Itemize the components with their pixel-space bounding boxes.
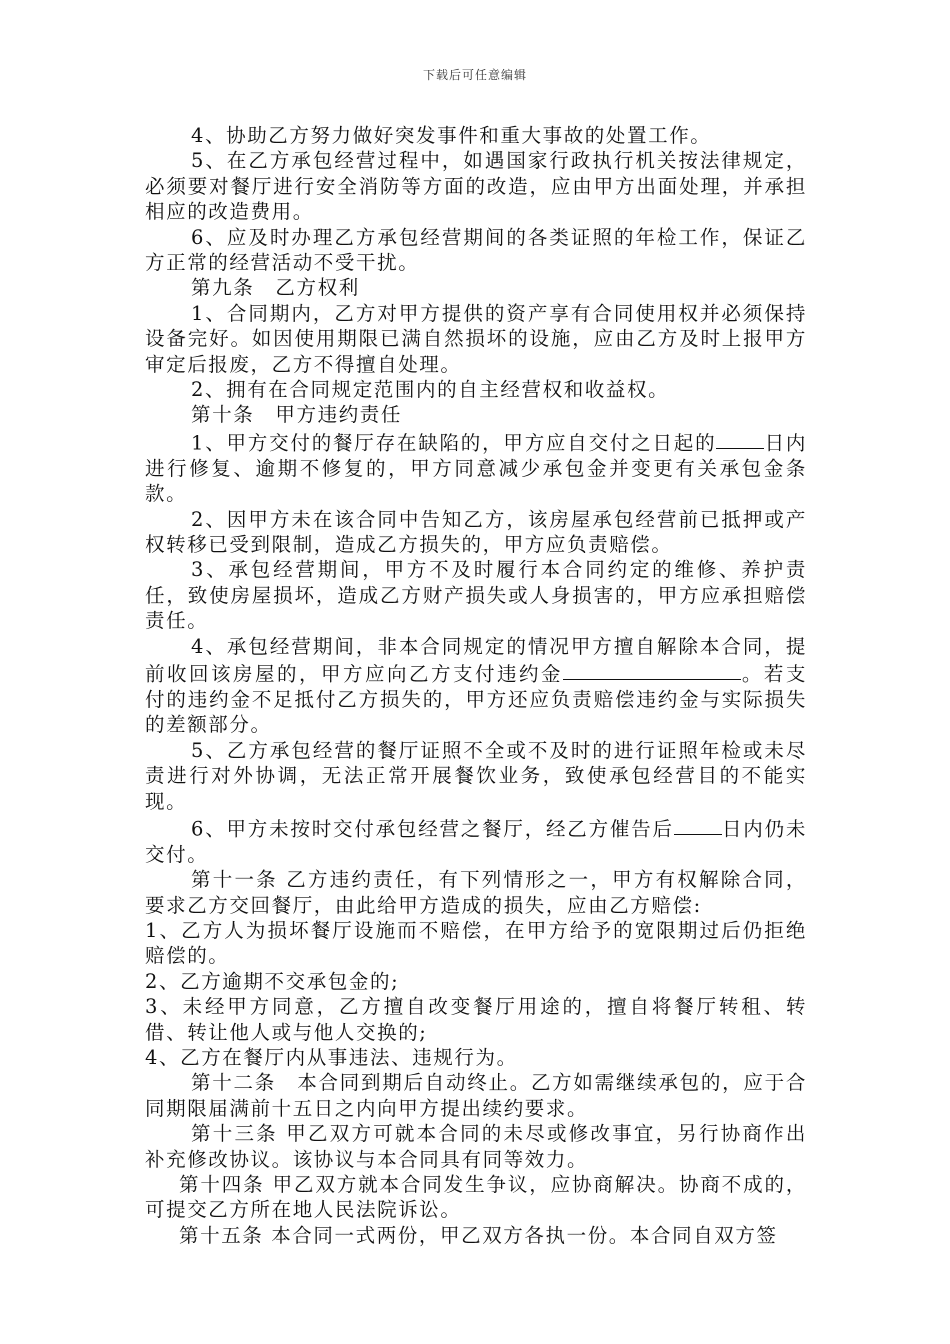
clause-10-item-4 xyxy=(145,634,807,738)
document-body xyxy=(145,123,807,1248)
clause-11-item-1: 1、乙方人为损坏餐厅设施而不赔偿，在甲方给予的宽限期过后仍拒绝赔偿的。 xyxy=(145,919,807,968)
clause-10-item-5: 5、乙方承包经营的餐厅证照不全或不及时的进行证照年检或未尽责进行对外协调，无法正常开展餐饮业务，致使承包经营目的不能实现。 xyxy=(145,738,807,813)
article-14: 第十四条 甲乙双方就本合同发生争议，应协商解决。协商不成的，可提交乙方所在地人民法院诉讼。 xyxy=(145,1173,807,1222)
article-13: 第十三条 甲乙双方可就本合同的未尽或修改事宜，另行协商作出补充修改协议。该协议与本合同具有同等效力。 xyxy=(145,1122,807,1171)
article-9-heading: 第九条 乙方权利 xyxy=(191,276,360,300)
clause-11-item-3: 3、未经甲方同意，乙方擅自改变餐厅用途的，擅自将餐厅转租、转借、转让他人或与他人交换的; xyxy=(145,995,807,1044)
fill-in-blank xyxy=(563,659,741,680)
article-10-heading: 第十条 甲方违约责任 xyxy=(191,403,403,427)
page-header: 下载后可任意编辑 xyxy=(422,68,527,82)
fill-in-blank xyxy=(716,428,764,449)
clause-8-item-5: 5、在乙方承包经营过程中，如遇国家行政执行机关按法律规定，必须要对餐厅进行安全消防等方面的改造，应由甲方出面处理，并承担相应的改造费用。 xyxy=(145,149,807,224)
clause-10-item-2: 2、因甲方未在该合同中告知乙方，该房屋承包经营前已抵押或产权转移已受到限制，造成乙方损失的，甲方应负责赔偿。 xyxy=(145,507,807,556)
clause-text: 日内进行修复、逾期不修复的，甲方同意减少承包金并变更有关承包金条款。 xyxy=(145,431,807,506)
clause-11-item-2: 2、乙方逾期不交承包金的; xyxy=(145,969,400,993)
fill-in-blank xyxy=(674,814,722,835)
clause-9-item-2: 2、拥有在合同规定范围内的自主经营权和收益权。 xyxy=(191,378,670,402)
clause-10-item-3: 3、承包经营期间，甲方不及时履行本合同约定的维修、养护责任，致使房屋损坏，造成乙方财产损失或人身损害的，甲方应承担赔偿责任。 xyxy=(145,558,807,633)
article-12: 第十二条 本合同到期后自动终止。乙方如需继续承包的，应于合同期限届满前十五日之内向甲方提出续约要求。 xyxy=(145,1071,807,1120)
clause-8-item-6: 6、应及时办理乙方承包经营期间的各类证照的年检工作，保证乙方正常的经营活动不受干扰。 xyxy=(145,225,807,275)
clause-9-item-1: 1、合同期内，乙方对甲方提供的资产享有合同使用权并必须保持设备完好。如因使用期限已满自然损坏的设施，应由乙方及时上报甲方审定后报废，乙方不得擅自处理。 xyxy=(145,301,807,376)
article-15: 第十五条 本合同一式两份，甲乙双方各执一份。本合同自双方签 xyxy=(179,1223,778,1247)
clause-text: 日内仍未交付。 xyxy=(145,817,807,866)
article-11-heading: 第十一条 乙方违约责任，有下列情形之一，甲方有权解除合同，要求乙方交回餐厅，由此给甲方造成的损失，应由乙方赔偿: xyxy=(145,868,807,917)
clause-text: 6、甲方未按时交付承包经营之餐厅，经乙方催告后 xyxy=(191,817,674,841)
clause-10-item-6 xyxy=(145,814,807,867)
clause-8-item-4: 4、协助乙方努力做好突发事件和重大事故的处置工作。 xyxy=(191,124,712,147)
clause-text: 。若支付的违约金不足抵付乙方损失的，甲方还应负责赔偿违约金与实际损失的差额部分。 xyxy=(145,662,807,737)
clause-10-item-1 xyxy=(145,428,807,507)
clause-text: 4、承包经营期间，非本合同规定的情况甲方擅自解除本合同，提前收回该房屋的，甲方应向乙方支付违约金 xyxy=(145,634,807,686)
clause-11-item-4: 4、乙方在餐厅内从事违法、违规行为。 xyxy=(145,1046,518,1070)
clause-text: 1、甲方交付的餐厅存在缺陷的，甲方应自交付之日起的 xyxy=(191,431,717,455)
